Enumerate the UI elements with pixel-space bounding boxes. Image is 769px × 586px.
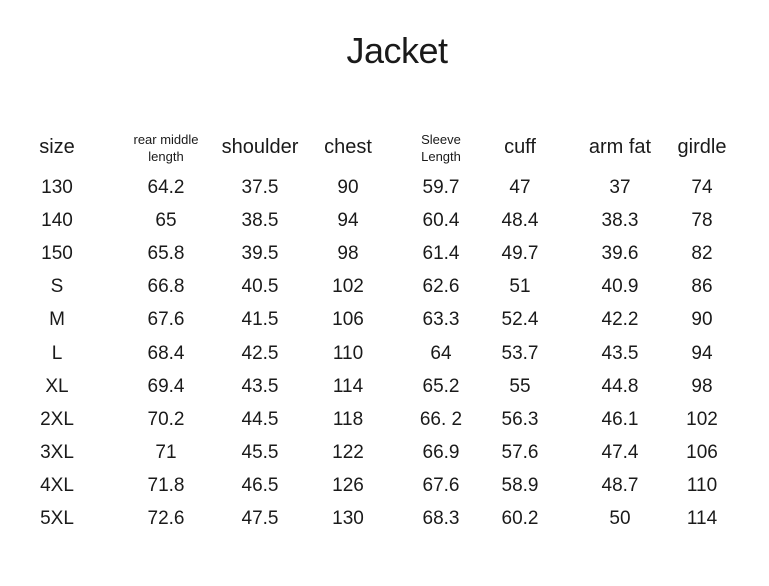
column-header-label: shoulder <box>221 136 299 158</box>
measurement-cell: 40.9 <box>601 276 639 298</box>
measurement-cell: 37.5 <box>241 177 279 198</box>
measurement-cell: 94 <box>337 210 359 232</box>
measurement-cell: 68.4 <box>147 342 185 364</box>
measurement-cell: 53.7 <box>501 342 539 364</box>
measurement-cell: 59.7 <box>422 177 460 198</box>
measurement-cell: 68.3 <box>422 508 460 529</box>
measurement-cell: 72.6 <box>147 508 185 529</box>
size-label-cell: XL <box>45 375 69 397</box>
measurement-cell: 42.2 <box>601 309 639 331</box>
measurement-cell: 37 <box>609 177 631 198</box>
column-header <box>222 136 299 158</box>
size-label-cell: 3XL <box>40 441 74 463</box>
measurement-cell: 66.8 <box>147 276 185 298</box>
column-header <box>504 136 536 158</box>
measurement-cell: 67.6 <box>147 309 185 331</box>
measurement-cell: 47.4 <box>601 441 639 463</box>
measurement-cell: 110 <box>686 474 718 496</box>
column-header <box>421 131 461 165</box>
column-header-label: cuff <box>504 136 536 158</box>
column-header <box>324 136 372 158</box>
measurement-cell: 41.5 <box>241 309 279 331</box>
measurement-cell: 114 <box>332 375 364 397</box>
measurement-cell: 48.7 <box>601 474 639 496</box>
measurement-cell: 130 <box>332 508 364 529</box>
size-label-cell: S <box>50 276 64 298</box>
measurement-cell: 43.5 <box>241 375 279 397</box>
measurement-cell: 52.4 <box>501 309 539 331</box>
measurement-cell: 39.5 <box>241 243 279 265</box>
measurement-cell: 60.4 <box>422 210 460 232</box>
column-header-label: chest <box>324 136 372 158</box>
measurement-cell: 78 <box>691 210 713 232</box>
measurement-cell: 56.3 <box>501 408 539 430</box>
measurement-cell: 57.6 <box>501 441 539 463</box>
measurement-cell: 65.2 <box>422 375 460 397</box>
measurement-cell: 47.5 <box>241 508 279 529</box>
measurement-cell: 45.5 <box>241 441 279 463</box>
size-label-cell: L <box>51 342 63 364</box>
measurement-cell: 66. 2 <box>419 408 463 430</box>
measurement-cell: 71.8 <box>147 474 185 496</box>
measurement-cell: 122 <box>332 441 364 463</box>
measurement-cell: 118 <box>332 408 364 430</box>
size-label-cell: M <box>49 309 65 331</box>
measurement-cell: 69.4 <box>147 375 185 397</box>
size-label-cell: 130 <box>41 177 73 198</box>
measurement-cell: 74 <box>691 177 713 198</box>
measurement-cell: 106 <box>686 441 718 463</box>
column-header-label-line2: length <box>148 149 184 164</box>
measurement-cell: 114 <box>686 508 718 529</box>
column-header <box>589 136 651 158</box>
page-title: Jacket <box>346 30 448 71</box>
measurement-cell: 90 <box>691 309 713 331</box>
measurement-cell: 65 <box>155 210 177 232</box>
measurement-cell: 82 <box>691 243 713 265</box>
column-header-label: arm fat <box>588 136 652 158</box>
measurement-cell: 62.6 <box>422 276 460 298</box>
measurement-cell: 39.6 <box>601 243 639 265</box>
measurement-cell: 38.5 <box>241 210 279 232</box>
size-label-cell: 2XL <box>40 408 74 430</box>
measurement-cell: 110 <box>332 342 364 364</box>
measurement-cell: 46.5 <box>241 474 279 496</box>
measurement-cell: 60.2 <box>501 508 539 529</box>
column-header-label: size <box>39 136 75 158</box>
column-header-label-line2: Length <box>421 149 461 164</box>
size-label-cell: 5XL <box>40 508 74 529</box>
measurement-cell: 98 <box>337 243 359 265</box>
measurement-cell: 102 <box>686 408 718 430</box>
measurement-cell: 44.5 <box>241 408 279 430</box>
measurement-cell: 126 <box>332 474 364 496</box>
measurement-cell: 86 <box>691 276 713 298</box>
measurement-cell: 98 <box>691 375 713 397</box>
measurement-cell: 106 <box>332 309 364 331</box>
measurement-cell: 61.4 <box>422 243 460 265</box>
column-header-label: girdle <box>677 136 727 158</box>
measurement-cell: 47 <box>509 177 531 198</box>
column-header-label: Sleeve <box>421 132 461 147</box>
column-header-label: rear middle <box>133 132 199 147</box>
column-header <box>133 131 198 165</box>
measurement-cell: 48.4 <box>501 210 539 232</box>
column-header <box>678 136 727 158</box>
measurement-cell: 40.5 <box>241 276 279 298</box>
measurement-cell: 90 <box>337 177 359 198</box>
measurement-cell: 50 <box>609 508 631 529</box>
measurement-cell: 70.2 <box>147 408 185 430</box>
size-label-cell: 140 <box>41 210 73 232</box>
measurement-cell: 46.1 <box>601 408 639 430</box>
measurement-cell: 49.7 <box>501 243 539 265</box>
measurement-cell: 94 <box>691 342 713 364</box>
measurement-cell: 43.5 <box>601 342 639 364</box>
column-header <box>39 136 75 158</box>
measurement-cell: 65.8 <box>147 243 185 265</box>
measurement-cell: 51 <box>509 276 531 298</box>
measurement-cell: 64.2 <box>147 177 185 198</box>
measurement-cell: 71 <box>155 441 177 463</box>
size-label-cell: 4XL <box>40 474 74 496</box>
measurement-cell: 64 <box>430 342 452 364</box>
size-label-cell: 150 <box>41 243 73 265</box>
measurement-cell: 42.5 <box>241 342 279 364</box>
measurement-cell: 55 <box>509 375 531 397</box>
measurement-cell: 44.8 <box>601 375 639 397</box>
measurement-cell: 102 <box>332 276 364 298</box>
measurement-cell: 66.9 <box>422 441 460 463</box>
measurement-cell: 38.3 <box>601 210 639 232</box>
measurement-cell: 58.9 <box>501 474 539 496</box>
measurement-cell: 63.3 <box>422 309 460 331</box>
measurement-cell: 67.6 <box>422 474 460 496</box>
